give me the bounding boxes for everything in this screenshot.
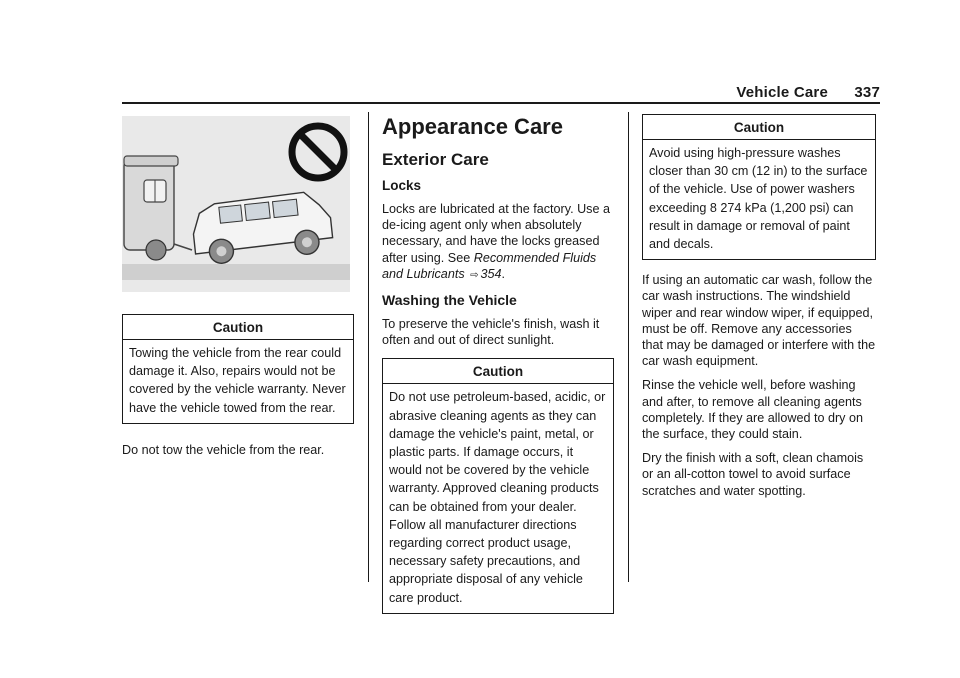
- washing-paragraph: To preserve the vehicle's finish, wash it often and out of direct sunlight.: [382, 317, 600, 348]
- locks-text: Locks are lubricated at the factory. Use a de-icing agent only when absolutely necessary, and have the locks greased after using. See: [382, 202, 610, 265]
- column-left: [122, 112, 354, 466]
- column-divider: [628, 112, 629, 582]
- column-middle: [382, 112, 614, 614]
- column-divider: [368, 112, 369, 582]
- running-header: [736, 84, 880, 101]
- header-rule: [122, 102, 880, 104]
- caution-box-cleaning: [382, 358, 614, 613]
- washing-heading: Washing the Vehicle: [382, 292, 517, 309]
- locks-paragraph: [382, 201, 614, 284]
- section-title: Appearance Care: [382, 114, 563, 139]
- car-wash-paragraph: If using an automatic car wash, follow the car wash instructions. The windshield wiper and rear window wiper, if equipped, must be off. Remove any accessories that may be damaged or interfere with the car wash equipment.: [642, 273, 876, 369]
- locks-heading: Locks: [382, 178, 422, 193]
- caution-box-pressure-wash: [642, 114, 876, 260]
- page-reference-icon: ⇨: [470, 269, 479, 281]
- dry-paragraph: Dry the finish with a soft, clean chamois or an all-cotton towel to avoid surface scratches and water spotting.: [642, 451, 864, 498]
- towing-illustration-drawing: [122, 116, 350, 292]
- fluids-reference-link[interactable]: Recommended Fluids and Lubricants: [382, 250, 597, 281]
- caution-box-towing: [122, 314, 354, 424]
- rinse-paragraph: Rinse the vehicle well, before washing and after, to remove all cleaning agents completely. If they are allowed to dry on the surface, they could stain.: [642, 378, 863, 442]
- column-right: [642, 112, 876, 507]
- caution-text: Avoid using high-pressure washes closer than 30 cm (12 in) to the surface of the vehicle. Use of power washers exceeding 8 274 kPa (1,200 psi) can result in damage or removal of paint and decals.: [649, 146, 868, 252]
- section-name: Vehicle Care: [736, 84, 828, 101]
- page-number: 337: [854, 84, 880, 101]
- caution-title: Caution: [123, 315, 353, 340]
- caution-title: Caution: [383, 359, 613, 384]
- locks-end: .: [501, 266, 506, 281]
- caution-title: Caution: [643, 115, 875, 140]
- towing-illustration: [122, 116, 350, 292]
- caution-text: Do not use petroleum-based, acidic, or abrasive cleaning agents as they can damage the vehicle's paint, metal, or plastic parts. If damage occurs, it would not be covered by the vehicle warranty. Approved cleaning products can be obtained from your dealer. Follow all manufacturer directions regarding correct product usage, necessary safety precautions, and appropriate disposal of any vehicle care product.: [389, 390, 606, 605]
- caution-text: Towing the vehicle from the rear could damage it. Also, repairs would not be covered by the vehicle warranty. Never have the vehicle towed from the rear.: [129, 346, 346, 415]
- towing-note: Do not tow the vehicle from the rear.: [122, 442, 325, 457]
- subsection-title: Exterior Care: [382, 150, 489, 169]
- reference-page-number[interactable]: 354: [480, 266, 502, 281]
